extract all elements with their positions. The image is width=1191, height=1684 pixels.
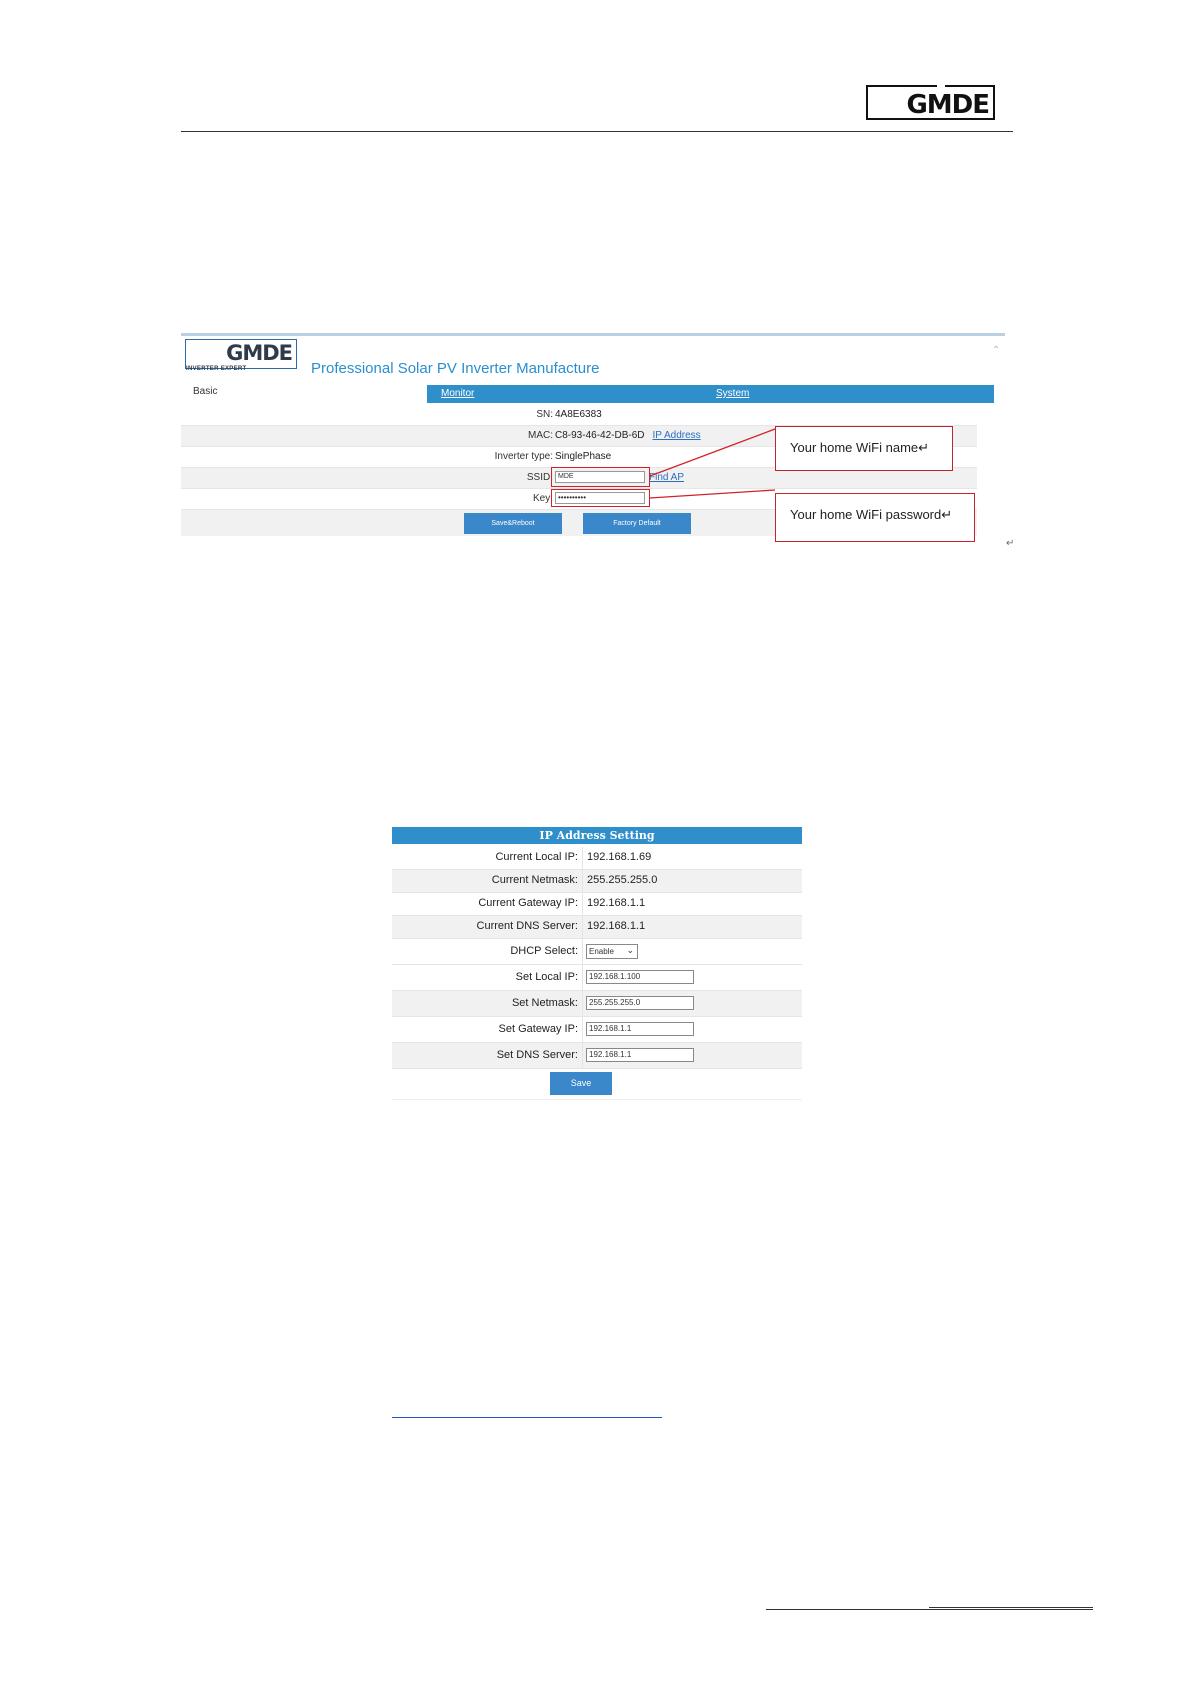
sn-label: SN: (536, 409, 553, 420)
brand-title: Professional Solar PV Inverter Manufacture (311, 360, 600, 377)
dhcp-select-label: DHCP Select: (510, 945, 578, 957)
mac-label: MAC: (528, 430, 553, 441)
set-dns-server-label: Set DNS Server: (496, 1049, 578, 1061)
ip-setting-title: IP Address Setting (392, 827, 802, 844)
current-gateway-ip-value: 192.168.1.1 (587, 897, 646, 909)
set-local-ip-label: Set Local IP: (515, 971, 578, 983)
row-set-local-ip (392, 965, 802, 991)
wifi-config-screenshot (181, 333, 1005, 548)
current-dns-server-label: Current DNS Server: (476, 920, 578, 932)
chevron-down-icon: ⌄ (626, 945, 634, 955)
current-netmask-label: Current Netmask: (491, 874, 578, 886)
ip-address-setting-screenshot (392, 827, 802, 1097)
ssid-input[interactable]: MDE (555, 471, 645, 483)
row-dhcp-select (392, 939, 802, 965)
mac-value: C8-93-46-42-DB-6D (555, 430, 645, 441)
key-label: Key: (532, 493, 553, 504)
set-dns-server-input[interactable]: 192.168.1.1 (586, 1048, 694, 1062)
set-netmask-label: Set Netmask: (511, 997, 578, 1009)
inverter-logo-subtitle: INVERTER EXPERT (186, 366, 247, 372)
tab-monitor[interactable]: Monitor (441, 388, 475, 399)
row-current-local-ip (392, 847, 802, 870)
set-netmask-input[interactable]: 255.255.255.0 (586, 996, 694, 1010)
tab-basic[interactable]: Basic (193, 386, 218, 397)
current-gateway-ip-label: Current Gateway IP: (478, 897, 578, 909)
dhcp-select[interactable] (586, 944, 638, 959)
row-set-gateway-ip (392, 1017, 802, 1043)
find-ap-link[interactable]: Find AP (649, 472, 685, 483)
save-button[interactable]: Save (550, 1072, 612, 1095)
hyperlink-underline (392, 1417, 662, 1418)
row-current-dns-server (392, 916, 802, 939)
return-mark: ↵ (1006, 538, 1015, 549)
row-current-gateway-ip (392, 893, 802, 916)
set-gateway-ip-input[interactable]: 192.168.1.1 (586, 1022, 694, 1036)
scroll-up-icon[interactable]: ⌃ (992, 345, 1001, 356)
ssid-label: SSID: (526, 472, 553, 483)
inverter-type-label: Inverter type: (494, 451, 553, 462)
tab-system[interactable]: System (716, 388, 750, 399)
row-set-netmask (392, 991, 802, 1017)
row-set-dns-server (392, 1043, 802, 1069)
set-local-ip-input[interactable]: 192.168.1.100 (586, 970, 694, 984)
row-current-netmask (392, 870, 802, 893)
inverter-logo-text: GMDE (226, 341, 292, 365)
wifi-password-callout: Your home WiFi password↵ (775, 493, 975, 542)
set-gateway-ip-label: Set Gateway IP: (498, 1023, 578, 1035)
footer-divider-accent (929, 1607, 1093, 1608)
current-local-ip-label: Current Local IP: (495, 851, 578, 863)
header-divider (181, 131, 1013, 132)
wifi-name-callout: Your home WiFi name↵ (775, 426, 953, 471)
factory-default-button[interactable]: Factory Default (583, 513, 691, 534)
header-logo-text: GMDE (906, 90, 989, 120)
current-dns-server-value: 192.168.1.1 (587, 920, 646, 932)
inverter-type-value: SinglePhase (555, 451, 612, 462)
footer-divider (766, 1609, 1093, 1610)
header-logo (866, 85, 995, 120)
current-local-ip-value: 192.168.1.69 (587, 851, 652, 863)
dhcp-select-value: Enable (589, 947, 614, 956)
save-reboot-button[interactable]: Save&Reboot (464, 513, 562, 534)
current-netmask-value: 255.255.255.0 (587, 874, 658, 886)
sn-value: 4A8E6383 (555, 409, 602, 420)
ip-address-link[interactable]: IP Address (652, 430, 701, 441)
key-input[interactable]: •••••••••• (555, 492, 645, 504)
